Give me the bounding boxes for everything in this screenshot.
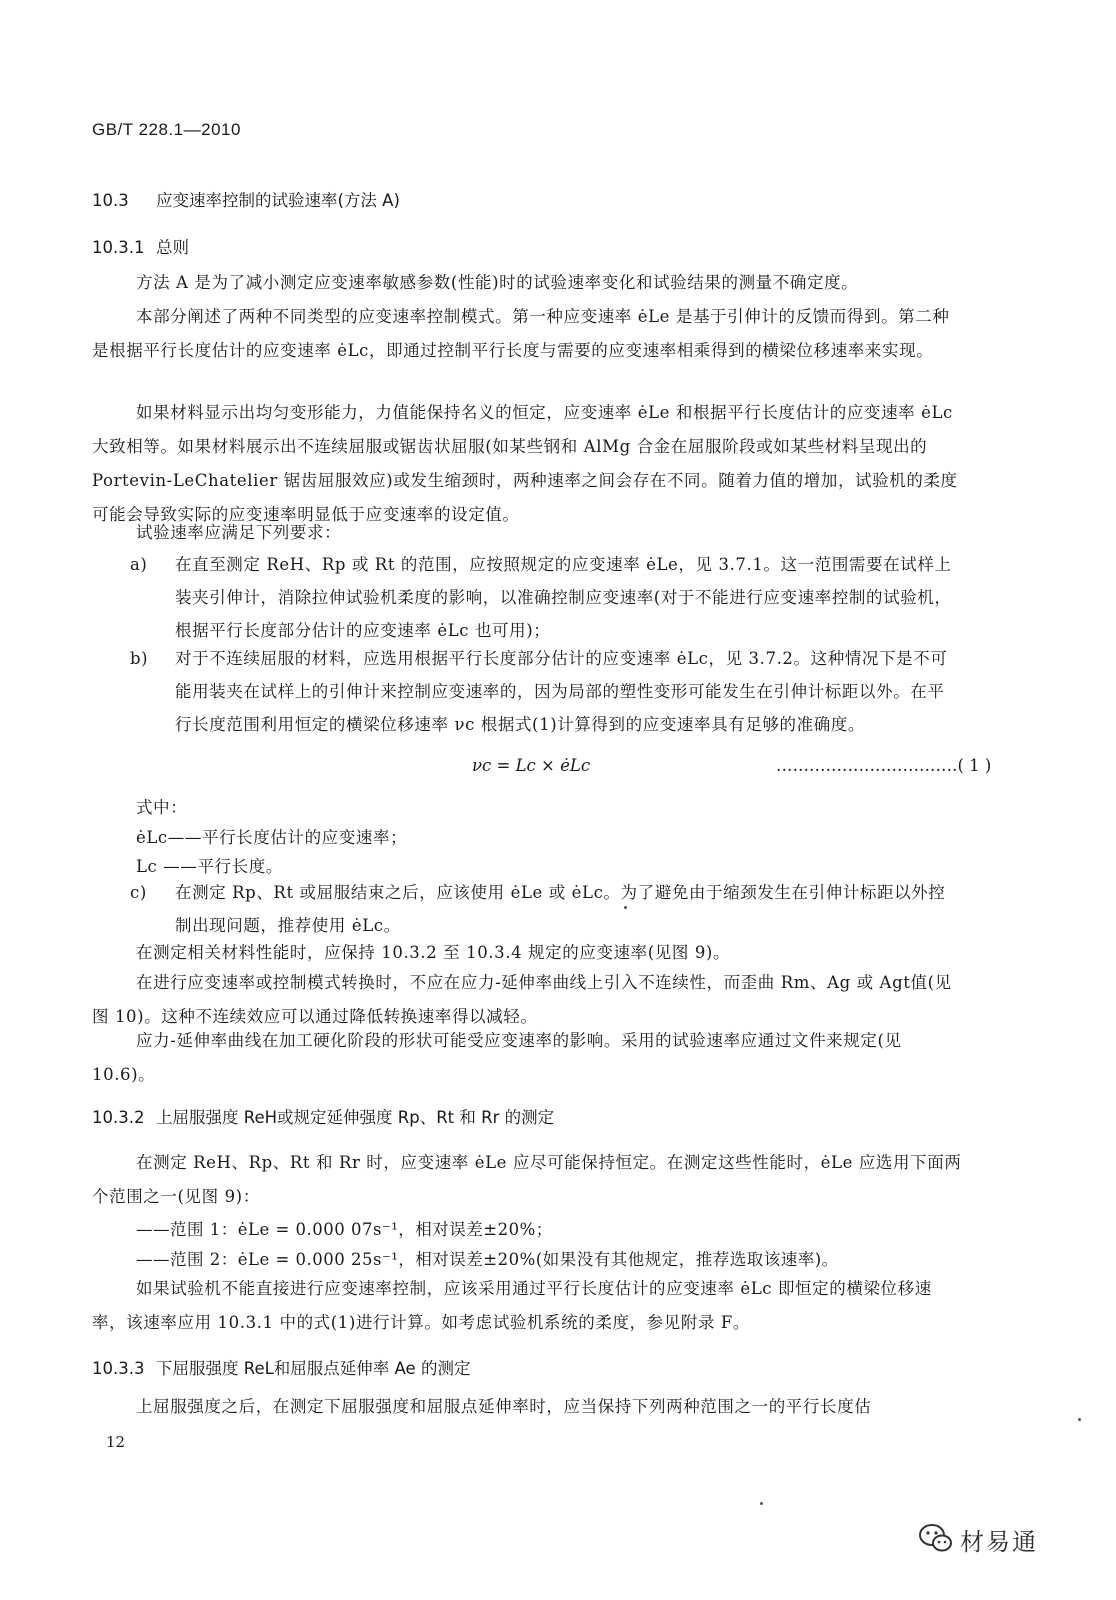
section-heading-10-3 (92, 187, 400, 211)
section-number: 10.3.1 (92, 238, 145, 257)
list-text: 在测定 Rp、Rt 或屈服结束之后，应该使用 ėLe 或 ėLc。为了避免由于缩颈发生在引伸计标距以外控制出现问题，推荐使用 ėLc。 (175, 883, 946, 935)
wechat-icon (918, 1522, 954, 1554)
where-item: ėLc——平行长度估计的应变速率； (136, 828, 408, 847)
range-item-2: ——范围 2：ėLe = 0.000 25s⁻¹，相对误差±20%(如果没有其他规定，推荐选取该速率)。 (136, 1250, 839, 1269)
section-number: 10.3.3 (92, 1359, 145, 1378)
scan-speck (760, 1502, 763, 1505)
formula-1 (0, 752, 1116, 786)
watermark-text: 材易通 (960, 1528, 1038, 1556)
section-number: 10.3.2 (92, 1108, 145, 1127)
paragraph-requirements: 试验速率应满足下列要求： (136, 523, 342, 542)
formula-expression: νc = Lc × ėLc (472, 756, 591, 775)
section-title: 上屈服强度 ReH或规定延伸强度 Rp、Rt 和 Rr 的测定 (156, 1108, 555, 1127)
section-heading-10-3-3 (92, 1355, 470, 1379)
section-title: 应变速率控制的试验速率(方法 A) (156, 191, 400, 210)
paragraph-method-a: 方法 A 是为了减小测定应变速率敏感参数(性能)时的试验速率变化和试验结果的测量不确定度。 (136, 273, 859, 292)
paragraph-mode-switch: 在进行应变速率或控制模式转换时，不应在应力-延伸率曲线上引入不连续性，而歪曲 Rm、Ag 或 Agt值(见图 10)。这种不连续效应可以通过降低转换速率得以减轻。 (92, 973, 952, 1026)
paragraph-curve-shape: 应力-延伸率曲线在加工硬化阶段的形状可能受应变速率的影响。采用的试验速率应通过文件来规定(见 10.6)。 (92, 1031, 902, 1084)
section-title: 下屈服强度 ReL和屈服点延伸率 Ae 的测定 (156, 1359, 471, 1378)
paragraph-maintain-rate: 在测定相关材料性能时，应保持 10.3.2 至 10.3.4 规定的应变速率(见图 9)。 (136, 943, 731, 962)
paragraph-no-direct-control: 如果试验机不能直接进行应变速率控制，应该采用通过平行长度估计的应变速率 ėLc 即恒定的横梁位移速率，该速率应用 10.3.1 中的式(1)进行计算。如考虑试验机系统的柔度，参见附录 F。 (92, 1279, 932, 1332)
section-heading-10-3-1 (92, 234, 189, 258)
standard-code: GB/T 228.1—2010 (92, 120, 241, 139)
paragraph-constant-rate: 在测定 ReH、Rp、Rt 和 Rr 时，应变速率 ėLe 应尽可能保持恒定。在测定这些性能时，ėLe 应选用下面两个范围之一(见图 9)： (92, 1153, 962, 1206)
list-marker: a) (130, 555, 148, 574)
list-item-a (130, 548, 960, 647)
list-item-c (130, 876, 960, 942)
range-item-1: ——范围 1：ėLe = 0.000 07s⁻¹，相对误差±20%； (136, 1220, 553, 1239)
paragraph-control-modes: 本部分阐述了两种不同类型的应变速率控制模式。第一种应变速率 ėLe 是基于引伸计的反馈而得到。第二种是根据平行长度估计的应变速率 ėLc，即通过控制平行长度与需要的应变速率相乘得到的横梁位移速率来实现。 (92, 307, 950, 360)
formula-number: ……………………………( 1 ) (776, 756, 992, 775)
scan-speck (1078, 1418, 1081, 1421)
page-number: 12 (106, 1433, 126, 1451)
list-item-b (130, 642, 960, 741)
section-heading-10-3-2 (92, 1104, 554, 1128)
section-number: 10.3 (92, 191, 129, 210)
list-marker: c) (130, 883, 147, 902)
paragraph-uniform-deformation: 如果材料显示出均匀变形能力，力值能保持名义的恒定，应变速率 ėLe 和根据平行长度估计的应变速率 ėLc 大致相等。如果材料展示出不连续屈服或锯齿状屈服(如某些钢和 AlMg 合金在屈服阶段或如某些材料呈现出的 Portevin-LeChatelier 锯齿屈服效应)或发生缩颈时，两种速率之间会存在不同。随着力值的增加，试验机的柔度可能会导致实际的应变速率明显低于应变速率的设定值。 (92, 403, 958, 524)
where-item: Lc ——平行长度。 (136, 857, 283, 876)
scan-speck (624, 906, 627, 909)
list-text: 在直至测定 ReH、Rp 或 Rt 的范围，应按照规定的应变速率 ėLe，见 3.7.1。这一范围需要在试样上装夹引伸计，消除拉伸试验机柔度的影响，以准确控制应变速率(对于不能进行应变速率控制的试验机，根据平行长度部分估计的应变速率 ėLc 也可用)； (175, 555, 952, 640)
where-label: 式中： (136, 798, 188, 817)
list-text: 对于不连续屈服的材料，应选用根据平行长度部分估计的应变速率 ėLc，见 3.7.2。这种情况下是不可能用装夹在试样上的引伸计来控制应变速率的，因为局部的塑性变形可能发生在引伸计标距以外。在平行长度范围利用恒定的横梁位移速率 νc 根据式(1)计算得到的应变速率具有足够的准确度。 (175, 649, 948, 734)
section-title: 总则 (156, 238, 189, 257)
watermark (918, 1520, 1078, 1560)
list-marker: b) (130, 649, 149, 668)
paragraph-lower-yield: 上屈服强度之后，在测定下屈服强度和屈服点延伸率时，应当保持下列两种范围之一的平行长度估 (136, 1397, 872, 1416)
